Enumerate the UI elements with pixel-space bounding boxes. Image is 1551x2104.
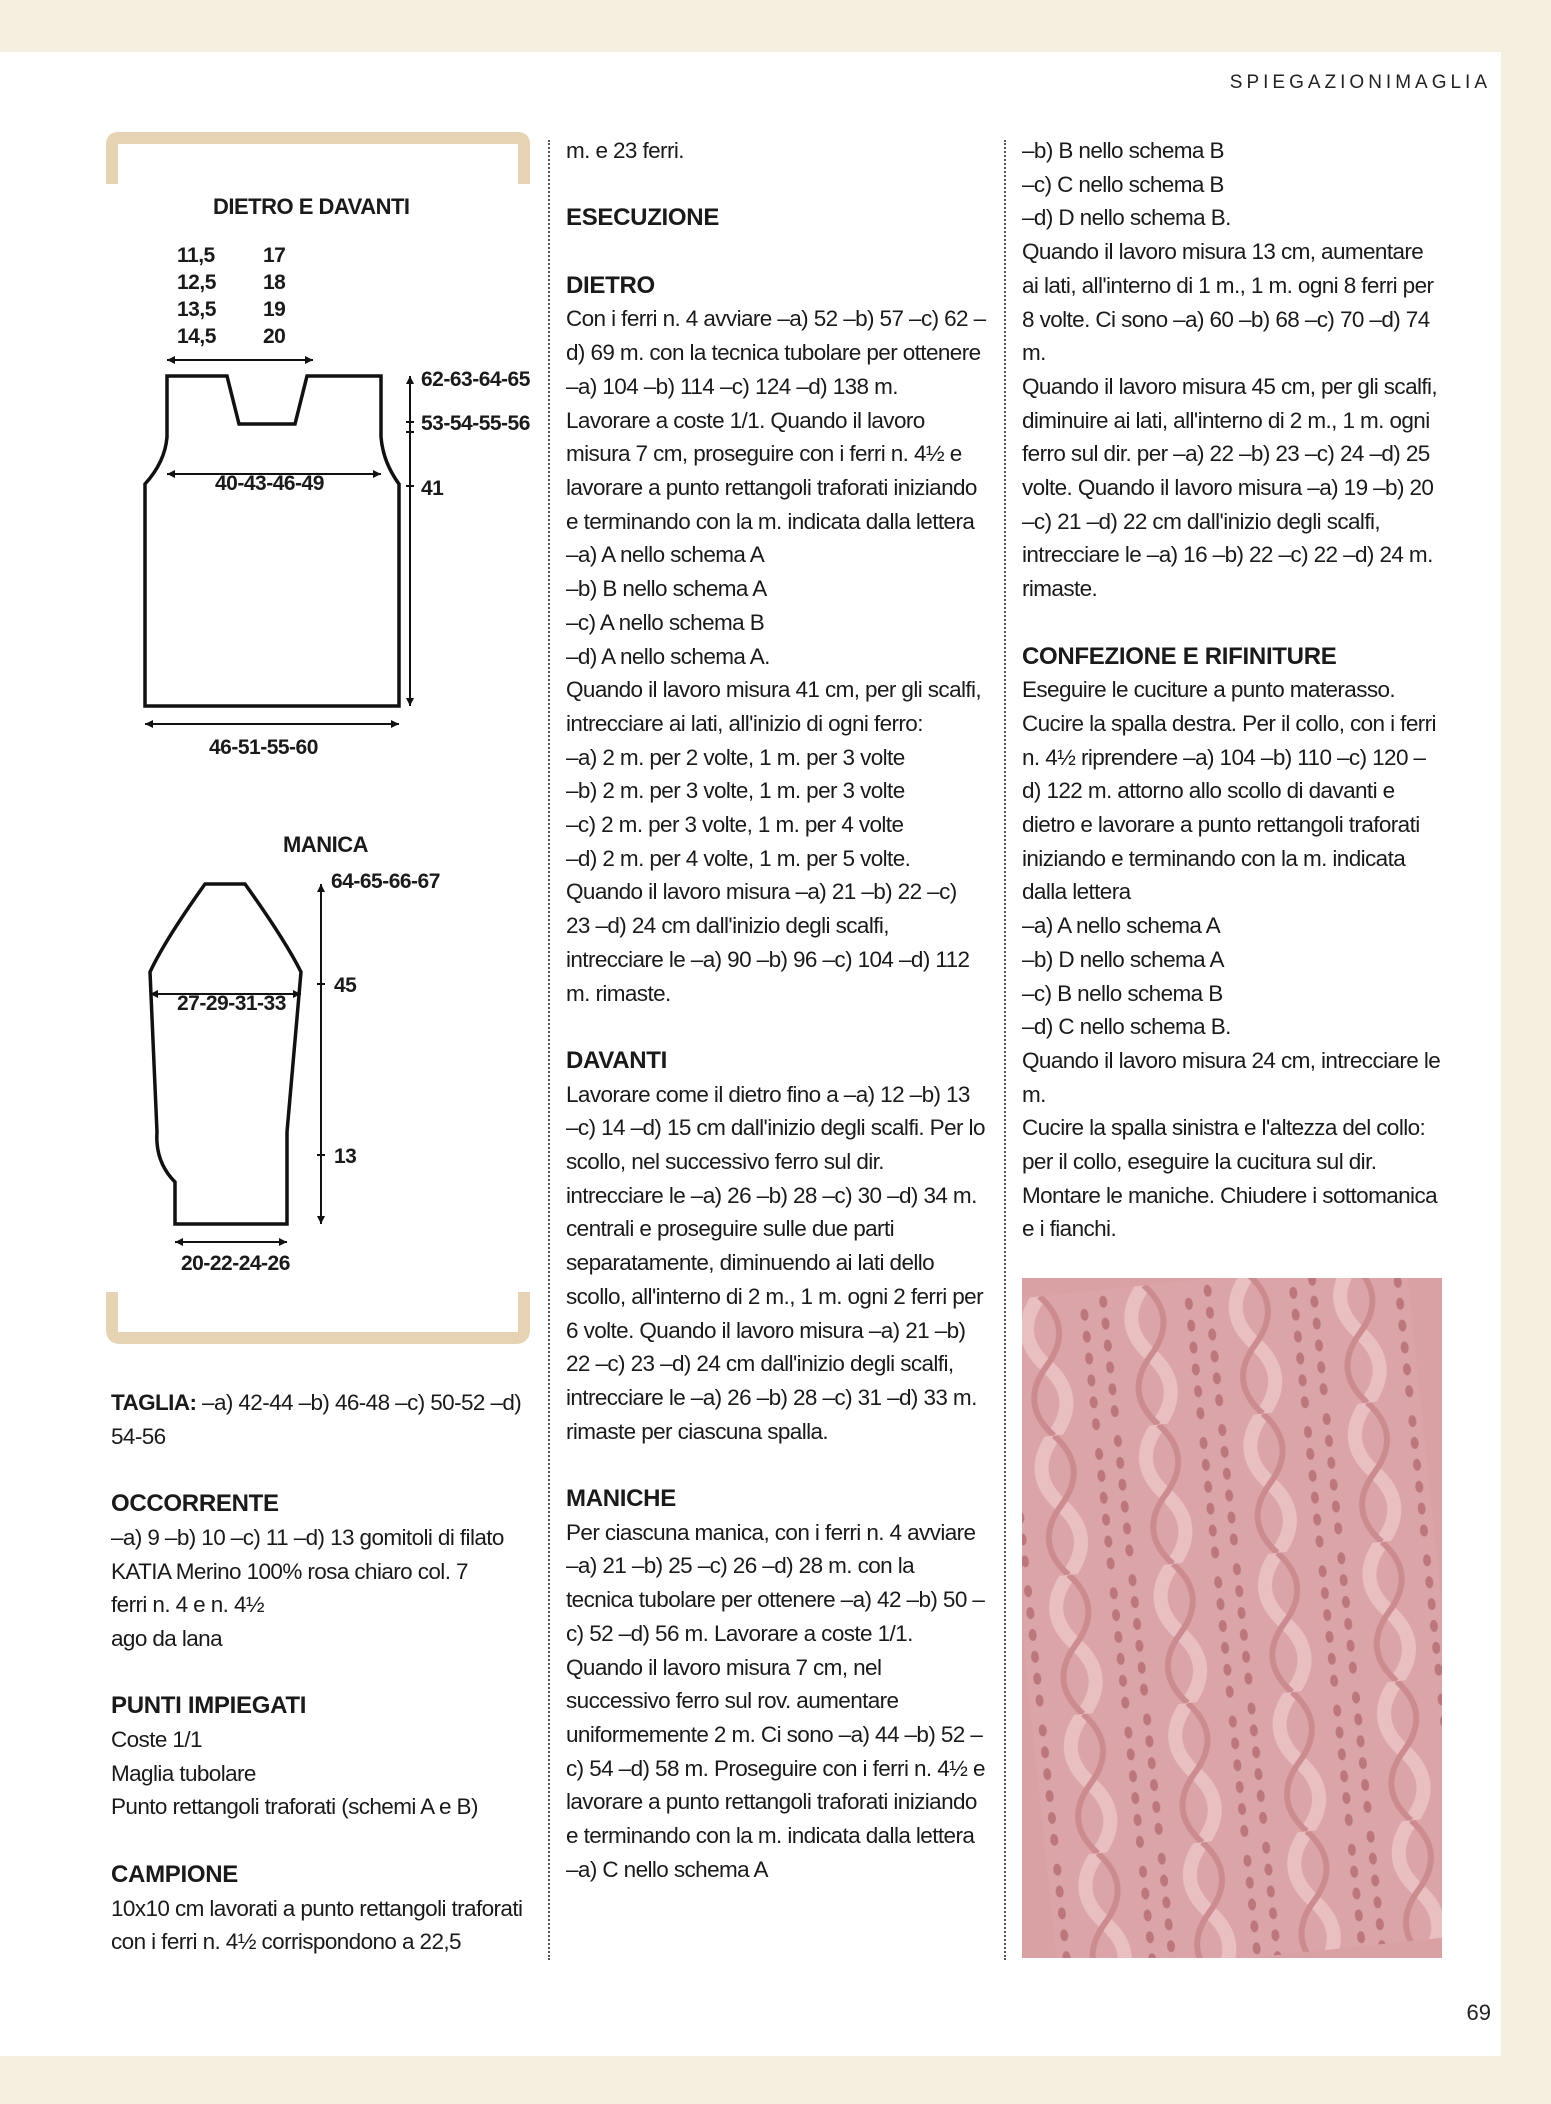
knit-stitch-photo bbox=[1022, 1278, 1442, 1958]
confezione-schema: –d) C nello schema B. bbox=[1022, 1014, 1231, 1040]
occorrente-needles: ferri n. 4 e n. 4½ bbox=[111, 1592, 265, 1618]
pattern-pieces bbox=[105, 132, 535, 1352]
sleeve-bottom-width: 20-22-24-26 bbox=[181, 1252, 290, 1275]
confezione-schema: –b) D nello schema A bbox=[1022, 946, 1224, 972]
dietro-schema: –c) A nello schema B bbox=[566, 609, 765, 635]
sleeve-cap-height: 45 bbox=[334, 974, 357, 997]
sleeve-length: 64-65-66-67 bbox=[331, 870, 440, 893]
dietro-intro: Con i ferri n. 4 avviare –a) 52 –b) 57 –c) 62 –d) 69 m. con la tecnica tubolare per ottenere –a) 104 –b) 114 –c) 124 –d) 138 m. Lavorare a coste 1/1. Quando il lavoro misura 7 cm, proseguire con i ferri n. 4½ e lavorare a punto rettangoli traforati iniziando e terminando con la m. indicata dalla lettera bbox=[566, 306, 986, 534]
occorrente-title: OCCORRENTE bbox=[111, 1490, 279, 1518]
sleeve-cuff-height: 13 bbox=[334, 1145, 357, 1168]
body-diagram-title: DIETRO E DAVANTI bbox=[213, 194, 410, 219]
punti-item: Maglia tubolare bbox=[111, 1760, 256, 1786]
campione-text: 10x10 cm lavorati a punto rettangoli traforati con i ferri n. 4½ corrispondono a 22,5 bbox=[111, 1895, 523, 1955]
campione-title: CAMPIONE bbox=[111, 1860, 238, 1888]
column-separator bbox=[1004, 140, 1006, 1960]
confezione-schema: –a) A nello schema A bbox=[1022, 913, 1221, 939]
body-chest-width: 40-43-46-49 bbox=[215, 472, 324, 495]
sleeve-width: 27-29-31-33 bbox=[177, 992, 286, 1015]
neck-left-b: 12,5 bbox=[177, 271, 216, 294]
column-separator bbox=[548, 140, 550, 1960]
dietro-scalfi: Quando il lavoro misura 41 cm, per gli scalfi, intrecciare ai lati, all'inizio di ogni ferro: bbox=[566, 677, 982, 736]
davanti-title: DAVANTI bbox=[566, 1046, 668, 1074]
taglia-paragraph bbox=[111, 1386, 531, 1453]
neck-right-b: 18 bbox=[263, 271, 286, 294]
neck-left-a: 11,5 bbox=[177, 244, 215, 267]
dietro-decrease: –b) 2 m. per 3 volte, 1 m. per 3 volte bbox=[566, 778, 905, 804]
dietro-schema: –d) A nello schema A. bbox=[566, 643, 770, 669]
maniche-title: MANICHE bbox=[566, 1485, 676, 1513]
campione-continued: m. e 23 ferri. bbox=[566, 138, 684, 163]
occorrente-tool: ago da lana bbox=[111, 1625, 223, 1651]
column-2 bbox=[566, 134, 986, 1887]
dietro-decrease: –c) 2 m. per 3 volte, 1 m. per 4 volte bbox=[566, 812, 904, 838]
neck-right-c: 19 bbox=[263, 298, 286, 321]
body-height-shoulder: 53-54-55-56 bbox=[421, 412, 530, 435]
davanti-text: Lavorare come il dietro fino a –a) 12 –b) 13 –c) 14 –d) 15 cm dall'inizio degli scalfi. Per lo scollo, nel successivo ferro sul dir. intrecciare le –a) 26 –b) 28 –c) 30 –d) 34 m. centrali e proseguire sulle due parti separatamente, diminuendo ai lati dello scollo, all'interno di 2 m., 1 m. ogni 2 ferri per 6 volte. Quando il lavoro misura –a) 21 –b) 22 –c) 23 –d) 24 cm dall'inizio degli scalfi, intrecciare le –a) 26 –b) 28 –c) 31 –d) 33 m. rimaste per ciascuna spalla. bbox=[566, 1081, 985, 1444]
dietro-title: DIETRO bbox=[566, 271, 655, 299]
maniche-text: Per ciascuna manica, con i ferri n. 4 avviare –a) 21 –b) 25 –c) 26 –d) 28 m. con la tecnica tubolare per ottenere –a) 42 –b) 50 –c) 52 –d) 56 m. Lavorare a coste 1/1. Quando il lavoro misura 7 cm, nel successivo ferro sul rov. aumentare uniformemente 2 m. Ci sono –a) 44 –b) 52 –c) 54 –d) 58 m. Proseguire con i ferri n. 4½ e lavorare a punto rettangoli traforati iniziando e terminando con la m. indicata dalla lettera bbox=[566, 1519, 985, 1849]
schematic-diagram bbox=[105, 132, 535, 1352]
maniche-schema: –c) C nello schema B bbox=[1022, 171, 1224, 197]
dietro-end: Quando il lavoro misura –a) 21 –b) 22 –c) 23 –d) 24 cm dall'inizio degli scalfi, intrecciare le –a) 90 –b) 96 –c) 104 –d) 112 m. rimaste. bbox=[566, 879, 970, 1006]
column-1 bbox=[111, 1386, 531, 1959]
maniche-schema: –a) C nello schema A bbox=[566, 1856, 768, 1882]
punti-title: PUNTI IMPIEGATI bbox=[111, 1692, 307, 1720]
maniche-schema: –d) D nello schema B. bbox=[1022, 205, 1231, 231]
occorrente-yarn: –a) 9 –b) 10 –c) 11 –d) 13 gomitoli di filato KATIA Merino 100% rosa chiaro col. 7 bbox=[111, 1524, 504, 1584]
column-3 bbox=[1022, 134, 1444, 1246]
maniche-schema: –b) B nello schema B bbox=[1022, 138, 1224, 163]
dietro-decrease: –a) 2 m. per 2 volte, 1 m. per 3 volte bbox=[566, 744, 905, 770]
page-number: 69 bbox=[1466, 2000, 1491, 2025]
punti-item: Punto rettangoli traforati (schemi A e B) bbox=[111, 1794, 478, 1820]
confezione-intro: Eseguire le cuciture a punto materasso. Cucire la spalla destra. Per il collo, con i ferri n. 4½ riprendere –a) 104 –b) 110 –c) 120 –d) 122 m. attorno allo scollo di davanti e dietro e lavorare a punto rettangoli traforati iniziando e terminando con la m. indicata dalla lettera bbox=[1022, 677, 1436, 905]
dietro-decrease: –d) 2 m. per 4 volte, 1 m. per 5 volte. bbox=[566, 845, 911, 871]
confezione-schema: –c) B nello schema B bbox=[1022, 980, 1223, 1006]
neck-left-d: 14,5 bbox=[177, 325, 216, 348]
maniche-armhole: Quando il lavoro misura 45 cm, per gli scalfi, diminuire ai lati, all'interno di 2 m., 1 m. ogni ferro sul dir. per –a) 22 –b) 23 –c) 24 –d) 25 volte. Quando il lavoro misura –a) 19 –b) 20 –c) 21 –d) 22 cm dall'inizio degli scalfi, intrecciare le –a) 16 –b) 22 –c) 22 –d) 24 m. rimaste. bbox=[1022, 373, 1438, 602]
punti-item: Coste 1/1 bbox=[111, 1727, 202, 1752]
body-bottom-width: 46-51-55-60 bbox=[209, 736, 318, 759]
confezione-end: Cucire la spalla sinistra e l'altezza del collo: per il collo, eseguire la cucitura sul dir. Montare le maniche. Chiudere i sottomanica e i fianchi. bbox=[1022, 1115, 1438, 1242]
section-header: SPIEGAZIONIMAGLIA bbox=[1229, 72, 1491, 93]
taglia-text: –a) 42-44 –b) 46-48 –c) 50-52 –d) 54-56 bbox=[111, 1390, 522, 1449]
neck-right-d: 20 bbox=[263, 325, 286, 348]
neck-left-c: 13,5 bbox=[177, 298, 216, 321]
confezione-title: CONFEZIONE E RIFINITURE bbox=[1022, 642, 1337, 670]
body-height-total: 62-63-64-65 bbox=[421, 368, 530, 391]
body-height-armhole: 41 bbox=[421, 477, 444, 500]
neck-right-measures bbox=[263, 242, 285, 350]
dietro-schema: –a) A nello schema A bbox=[566, 542, 765, 568]
confezione-measure: Quando il lavoro misura 24 cm, intrecciare le m. bbox=[1022, 1047, 1441, 1107]
esecuzione-title: ESECUZIONE bbox=[566, 204, 720, 232]
sleeve-diagram-title: MANICA bbox=[283, 832, 368, 857]
neck-right-a: 17 bbox=[263, 244, 286, 267]
maniche-increase: Quando il lavoro misura 13 cm, aumentare ai lati, all'interno di 1 m., 1 m. ogni 8 ferri per 8 volte. Ci sono –a) 60 –b) 68 –c) 70 –d) 74 m. bbox=[1022, 239, 1434, 366]
knit-texture bbox=[1022, 1278, 1442, 1958]
taglia-label: TAGLIA: bbox=[111, 1390, 197, 1415]
neck-left-measures bbox=[177, 242, 216, 350]
dietro-schema: –b) B nello schema A bbox=[566, 576, 767, 602]
